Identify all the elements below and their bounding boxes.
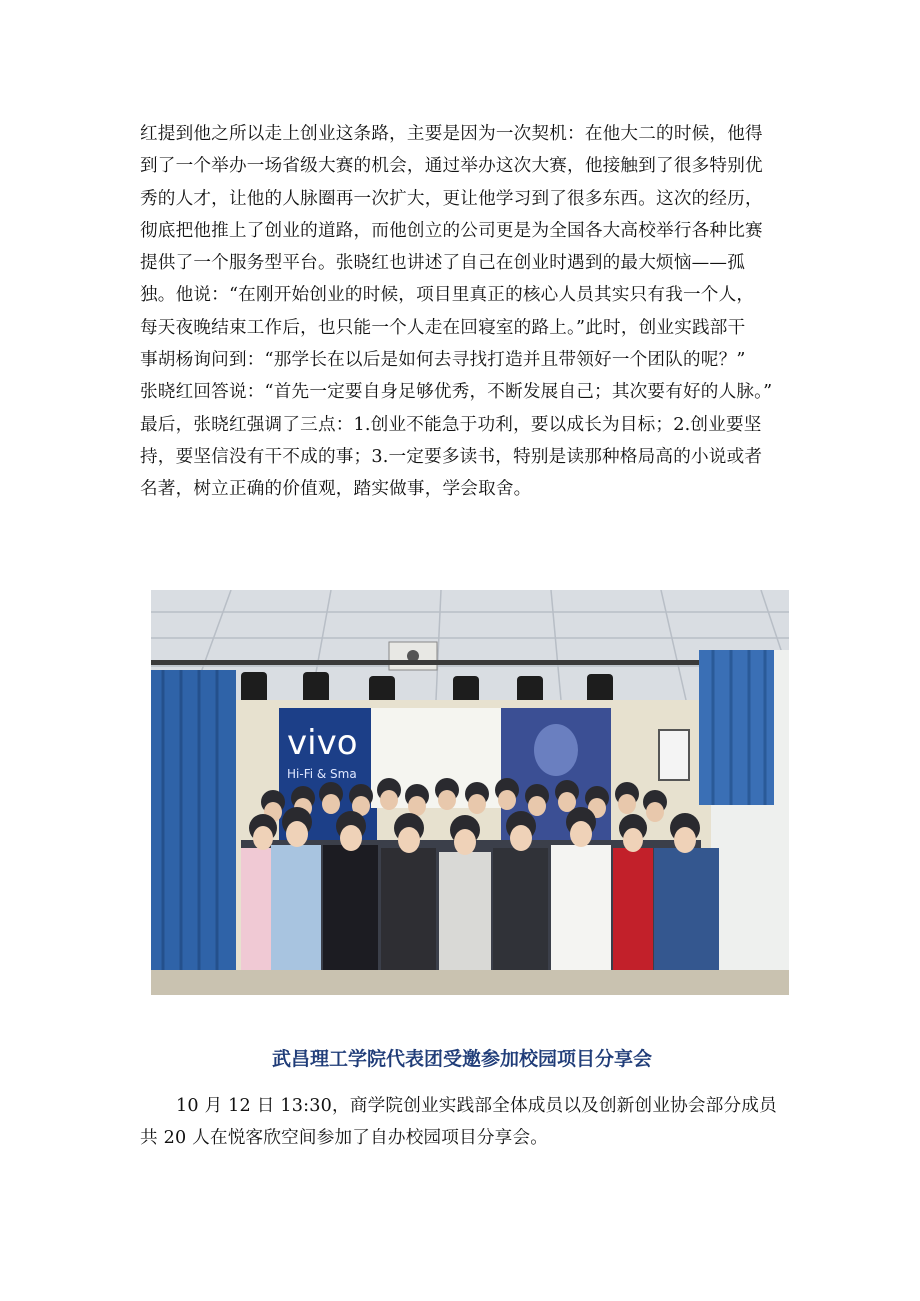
article-paragraph-1	[140, 118, 784, 506]
text-line: 共 20 人在悦客欣空间参加了自办校园项目分享会。	[140, 1128, 549, 1149]
article-paragraph-2	[140, 1090, 784, 1155]
banner-brand: vivo	[287, 723, 358, 763]
group-photo-illustration	[151, 590, 789, 995]
text-line: 持，要坚信没有干不成的事；3.一定要多读书，特别是读那种格局高的小说或者	[140, 446, 763, 467]
text-line: 提供了一个服务型平台。张晓红也讲述了自己在创业时遇到的最大烦恼——孤	[140, 253, 745, 274]
text-line: 彻底把他推上了创业的道路，而他创立的公司更是为全国各大高校举行各种比赛	[140, 220, 763, 241]
text-line: 名著，树立正确的价值观，踏实做事，学会取舍。	[140, 479, 532, 500]
banner-tagline: Hi-Fi & Sma	[287, 767, 357, 781]
text-line: 每天夜晚结束工作后，也只能一个人走在回寝室的路上。”此时，创业实践部干	[140, 317, 746, 338]
text-line: 10 月 12 日 13:30，商学院创业实践部全体成员以及创新创业协会部分成员	[176, 1096, 777, 1116]
text-line: 张晓红回答说：“首先一定要自身足够优秀，不断发展自己；其次要有好的人脉。”	[140, 382, 773, 403]
text-line: 到了一个举办一场省级大赛的机会，通过举办这次大赛，他接触到了很多特别优	[140, 156, 763, 177]
group-photo	[151, 590, 789, 995]
text-line: 秀的人才，让他的人脉圈再一次扩大，更让他学习到了很多东西。这次的经历，	[140, 188, 763, 209]
section-heading: 武昌理工学院代表团受邀参加校园项目分享会	[271, 1048, 652, 1070]
text-line: 独。他说：“在刚开始创业的时候，项目里真正的核心人员其实只有我一个人，	[140, 285, 755, 306]
text-line: 事胡杨询问到：“那学长在以后是如何去寻找打造并且带领好一个团队的呢？”	[140, 350, 746, 371]
text-line: 最后，张晓红强调了三点：1.创业不能急于功利，要以成长为目标；2.创业要坚	[140, 414, 762, 435]
text-line: 红提到他之所以走上创业这条路，主要是因为一次契机：在他大二的时候，他得	[140, 124, 763, 144]
